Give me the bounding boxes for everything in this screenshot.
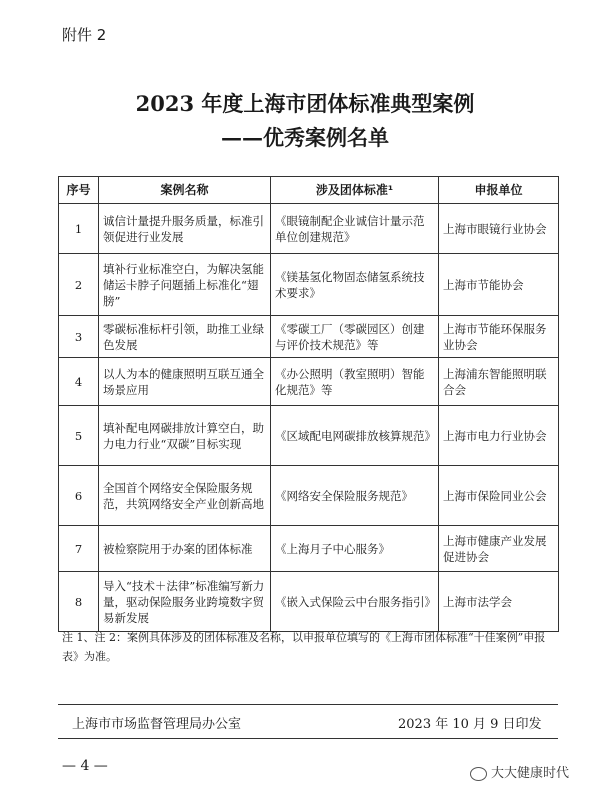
page-number: — 4 — [62, 758, 108, 774]
bottom-divider [58, 738, 558, 739]
cell-unit: 上海市眼镜行业协会 [439, 204, 559, 254]
page-subtitle: ——优秀案例名单 [221, 125, 389, 150]
table-row [59, 406, 559, 466]
page-title: 2023 年度上海市团体标准典型案例 [135, 91, 475, 116]
table-row [59, 204, 559, 254]
table-row [59, 316, 559, 358]
cell-case-name: 诚信计量提升服务质量，标准引领促进行业发展 [99, 204, 271, 254]
cell-no: 7 [59, 526, 99, 572]
table-row [59, 466, 559, 526]
footnote: 注 1、注 2：案例具体涉及的团体标准及名称，以申报单位填写的《上海市团体标准“十佳案例”申报表》为准。 [62, 631, 546, 663]
header-case-name: 案例名称 [99, 177, 271, 204]
cell-unit: 上海市节能环保服务业协会 [439, 316, 559, 358]
cell-unit: 上海市法学会 [439, 572, 559, 632]
table-row [59, 526, 559, 572]
table-row [59, 254, 559, 316]
issue-date: 2023 年 10 月 9 日印发 [398, 717, 542, 732]
header-unit: 申报单位 [439, 177, 559, 204]
cell-no: 5 [59, 406, 99, 466]
cases-table [58, 176, 559, 632]
cell-standard: 《眼镜制配企业诚信计量示范单位创建规范》 [271, 204, 439, 254]
attachment-label: 附件 2 [62, 26, 107, 44]
cell-case-name: 以人为本的健康照明互联互通全场景应用 [99, 358, 271, 406]
cell-no: 4 [59, 358, 99, 406]
cell-case-name: 导入“技术＋法律”标准编写新力量，驱动保险服务业跨境数字贸易新发展 [99, 572, 271, 632]
top-divider [58, 704, 558, 705]
issuer: 上海市市场监督管理局办公室 [72, 717, 242, 732]
cell-standard: 《区域配电网碳排放核算规范》 [271, 406, 439, 466]
cell-standard: 《网络安全保险服务规范》 [271, 466, 439, 526]
table-header-row [59, 177, 559, 204]
header-no: 序号 [59, 177, 99, 204]
cell-no: 1 [59, 204, 99, 254]
cell-case-name: 全国首个网络安全保险服务规范，共筑网络安全产业创新高地 [99, 466, 271, 526]
cell-case-name: 填补行业标准空白，为解决氢能储运卡脖子问题插上标准化“翅膀” [99, 254, 271, 316]
watermark [470, 762, 569, 781]
cell-unit: 上海市电力行业协会 [439, 406, 559, 466]
cell-unit: 上海浦东智能照明联合会 [439, 358, 559, 406]
cell-unit: 上海市健康产业发展促进协会 [439, 526, 559, 572]
cell-case-name: 被检察院用于办案的团体标准 [99, 526, 271, 572]
cell-no: 6 [59, 466, 99, 526]
cell-standard: 《办公照明（教室照明）智能化规范》等 [271, 358, 439, 406]
cell-unit: 上海市节能协会 [439, 254, 559, 316]
table-row [59, 358, 559, 406]
wechat-icon [470, 767, 487, 781]
cell-no: 3 [59, 316, 99, 358]
watermark-text: 大大健康时代 [491, 766, 570, 781]
cell-case-name: 零碳标准标杆引领，助推工业绿色发展 [99, 316, 271, 358]
cell-no: 8 [59, 572, 99, 632]
cell-no: 2 [59, 254, 99, 316]
cell-standard: 《零碳工厂（零碳园区）创建与评价技术规范》等 [271, 316, 439, 358]
cell-case-name: 填补配电网碳排放计算空白，助力电力行业“双碳”目标实现 [99, 406, 271, 466]
table-row [59, 572, 559, 632]
cell-standard: 《上海月子中心服务》 [271, 526, 439, 572]
header-standard: 涉及团体标准¹ [271, 177, 439, 204]
cell-unit: 上海市保险同业公会 [439, 466, 559, 526]
cell-standard: 《镁基氢化物固态储氢系统技术要求》 [271, 254, 439, 316]
cell-standard: 《嵌入式保险云中台服务指引》 [271, 572, 439, 632]
